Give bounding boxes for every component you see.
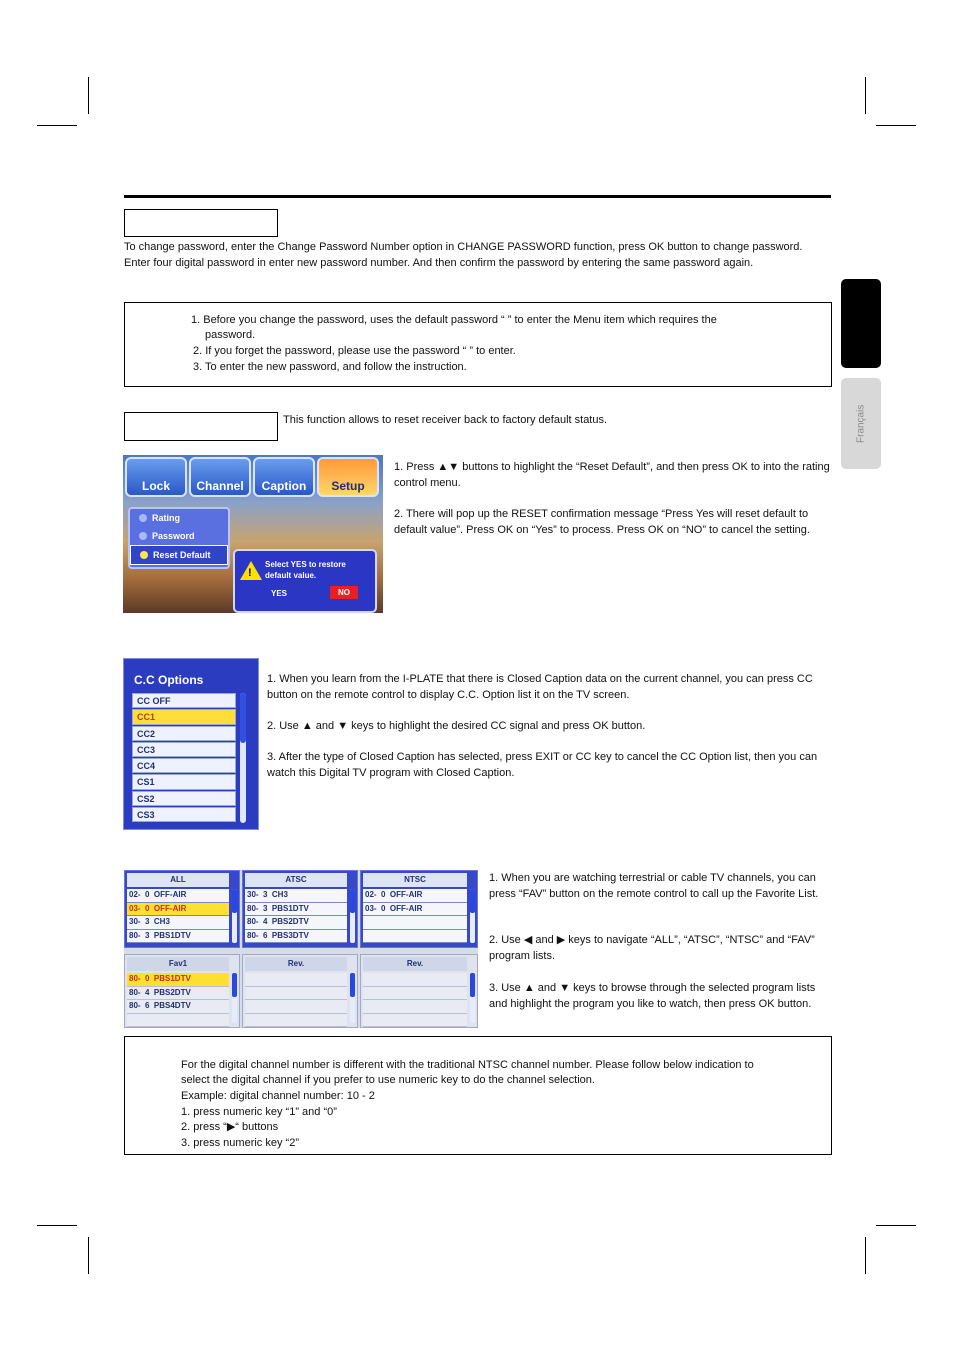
- panel-header: NTSC: [363, 873, 467, 887]
- french-tab-label: Français: [855, 404, 867, 443]
- fav-panel-rev-1: [242, 954, 358, 1028]
- channel-row: 80- 6 PBS3DTV: [245, 930, 347, 944]
- cc-options-screenshot: [123, 658, 259, 830]
- password-note-line-4: 3. To enter the new password, and follow the instruction.: [193, 361, 467, 373]
- fav-panel-all: [124, 870, 240, 948]
- digital-note-line-5: 2. press “▶“ buttons: [181, 1121, 279, 1133]
- channel-row: 80- 4 PBS2DTV: [127, 987, 229, 1001]
- channel-row: [363, 1014, 467, 1028]
- password-note-line-2: password.: [205, 329, 256, 341]
- cc-options-title: C.C Options: [134, 673, 204, 687]
- menu-tab-caption: Caption: [253, 457, 315, 497]
- password-note-box: [124, 302, 832, 387]
- panel-header: Rev.: [245, 957, 347, 971]
- crop-mark: [37, 125, 77, 126]
- reset-default-intro: This function allows to reset receiver back to factory default status.: [283, 414, 608, 426]
- crop-mark: [865, 1237, 866, 1274]
- channel-row: [127, 1014, 229, 1028]
- change-password-heading-box: [124, 209, 278, 237]
- channel-row: [245, 1014, 347, 1028]
- digital-note-line-6: 3. press numeric key “2”: [181, 1137, 299, 1149]
- crop-mark: [865, 77, 866, 114]
- channel-row: 80- 6 PBS4DTV: [127, 1000, 229, 1014]
- dialog-yes: YES: [271, 589, 288, 598]
- panel-header: ATSC: [245, 873, 347, 887]
- cc-step-2: 2. Use ▲ and ▼ keys to highlight the desired CC signal and press OK button.: [267, 720, 646, 732]
- menu-tab-channel: Channel: [189, 457, 251, 497]
- cc-option-item: CC3: [132, 742, 236, 757]
- channel-row: 02- 0 OFF-AIR: [127, 889, 229, 903]
- panel-scrollbar: [470, 889, 475, 943]
- warning-icon-mark: !: [248, 567, 252, 579]
- channel-row: 02- 0 OFF-AIR: [363, 889, 467, 903]
- cc-option-item: CC1: [132, 709, 236, 724]
- channel-row: 80- 4 PBS2DTV: [245, 916, 347, 930]
- channel-row: [363, 916, 467, 930]
- fav-panel-atsc: [242, 870, 358, 948]
- crop-mark: [88, 1237, 89, 1274]
- submenu-item-reset-default: Reset Default: [130, 545, 228, 565]
- crop-mark: [37, 1225, 77, 1226]
- password-note-line-3: 2. If you forget the password, please use the password “ ” to enter.: [193, 345, 516, 357]
- menu-tab-lock: Lock: [125, 457, 187, 497]
- change-password-body: To change password, enter the Change Password Number option in CHANGE PASSWORD function, press OK button to change password. Enter four digital password in enter new password number. And then confirm the password by entering the same password again.: [124, 241, 803, 269]
- reset-default-heading-box: [124, 412, 278, 441]
- english-tab: [841, 279, 881, 368]
- reset-default-screenshot: [123, 455, 383, 613]
- digital-note-line-1: For the digital channel number is different with the traditional NTSC channel number. Please follow below indication to: [181, 1059, 754, 1071]
- digital-note-line-2: select the digital channel if you prefer to use numeric key to do the channel selection.: [181, 1074, 595, 1086]
- channel-row: [245, 1000, 347, 1014]
- panel-scrollbar: [232, 973, 237, 1023]
- panel-header: Rev.: [363, 957, 467, 971]
- panel-header: Fav1: [127, 957, 229, 971]
- favorite-list-screenshot: [124, 870, 478, 1028]
- channel-row: 03- 0 OFF-AIR: [363, 903, 467, 917]
- channel-row: [363, 930, 467, 944]
- dialog-message: Select YES to restore default value.: [265, 560, 346, 580]
- fav-panel-rev-2: [360, 954, 478, 1028]
- cc-option-item: CS3: [132, 807, 236, 822]
- fav-step-2: 2. Use ◀ and ▶ keys to navigate “ALL”, “ATSC”, “NTSC” and “FAV” program lists.: [489, 934, 815, 962]
- fav-step-3: 3. Use ▲ and ▼ keys to browse through the selected program lists and highlight the program you like to watch, then press OK button.: [489, 982, 816, 1010]
- password-note-line-1: 1. Before you change the password, uses the default password “ ” to enter the Menu item which requires the: [191, 314, 717, 326]
- channel-row: 03- 0 OFF-AIR: [127, 903, 229, 917]
- digital-channel-note-box: [124, 1036, 832, 1155]
- channel-row: 30- 3 CH3: [127, 916, 229, 930]
- channel-row: 30- 3 CH3: [245, 889, 347, 903]
- submenu-item-rating: Rating: [130, 509, 228, 527]
- reset-step-1: 1. Press ▲▼ buttons to highlight the “Reset Default”, and then press OK to into the rating control menu.: [394, 461, 830, 489]
- cc-options-list: [132, 693, 236, 823]
- cc-option-item: CC2: [132, 726, 236, 741]
- cc-step-1: 1. When you learn from the I-PLATE that there is Closed Caption data on the current channel, you can press CC button on the remote control to display C.C. Option list it on the TV screen.: [267, 673, 813, 701]
- channel-row: 80- 0 PBS1DTV: [127, 973, 229, 987]
- channel-row: [245, 973, 347, 987]
- cc-option-item: CS2: [132, 791, 236, 806]
- header-rule: [124, 195, 831, 198]
- submenu-item-password: Password: [130, 527, 228, 545]
- french-tab: [841, 378, 881, 469]
- reset-step-2: 2. There will pop up the RESET confirmation message “Press Yes will reset default to default value”. Press OK on “Yes” to process. Press OK on “NO” to cancel the setting.: [394, 508, 810, 536]
- channel-row: [363, 1000, 467, 1014]
- lock-submenu: [128, 507, 230, 569]
- cc-scrollbar: [240, 693, 246, 823]
- channel-row: [363, 987, 467, 1001]
- digital-note-line-3: Example: digital channel number: 10 - 2: [181, 1090, 375, 1102]
- panel-scrollbar: [350, 889, 355, 943]
- menu-tab-setup: Setup: [317, 457, 379, 497]
- fav-step-1: 1. When you are watching terrestrial or cable TV channels, you can press “FAV” button on the remote control to call up the Favorite List.: [489, 872, 819, 900]
- crop-mark: [876, 1225, 916, 1226]
- fav-panel-fav1: [124, 954, 240, 1028]
- panel-scrollbar: [350, 973, 355, 1023]
- channel-row: 80- 3 PBS1DTV: [245, 903, 347, 917]
- channel-row: [245, 987, 347, 1001]
- crop-mark: [88, 77, 89, 114]
- cc-option-item: CC4: [132, 758, 236, 773]
- channel-row: 80- 3 PBS1DTV: [127, 930, 229, 944]
- cc-option-item: CS1: [132, 774, 236, 789]
- panel-header: ALL: [127, 873, 229, 887]
- dialog-no: NO: [330, 586, 358, 599]
- fav-panel-ntsc: [360, 870, 478, 948]
- reset-confirm-dialog: [233, 549, 377, 613]
- channel-row: [363, 973, 467, 987]
- crop-mark: [876, 125, 916, 126]
- digital-note-line-4: 1. press numeric key “1” and “0”: [181, 1106, 337, 1118]
- cc-option-item: CC OFF: [132, 693, 236, 708]
- panel-scrollbar: [470, 973, 475, 1023]
- cc-step-3: 3. After the type of Closed Caption has selected, press EXIT or CC key to cancel the CC Option list, then you can watch this Digital TV program with Closed Caption.: [267, 751, 818, 779]
- panel-scrollbar: [232, 889, 237, 943]
